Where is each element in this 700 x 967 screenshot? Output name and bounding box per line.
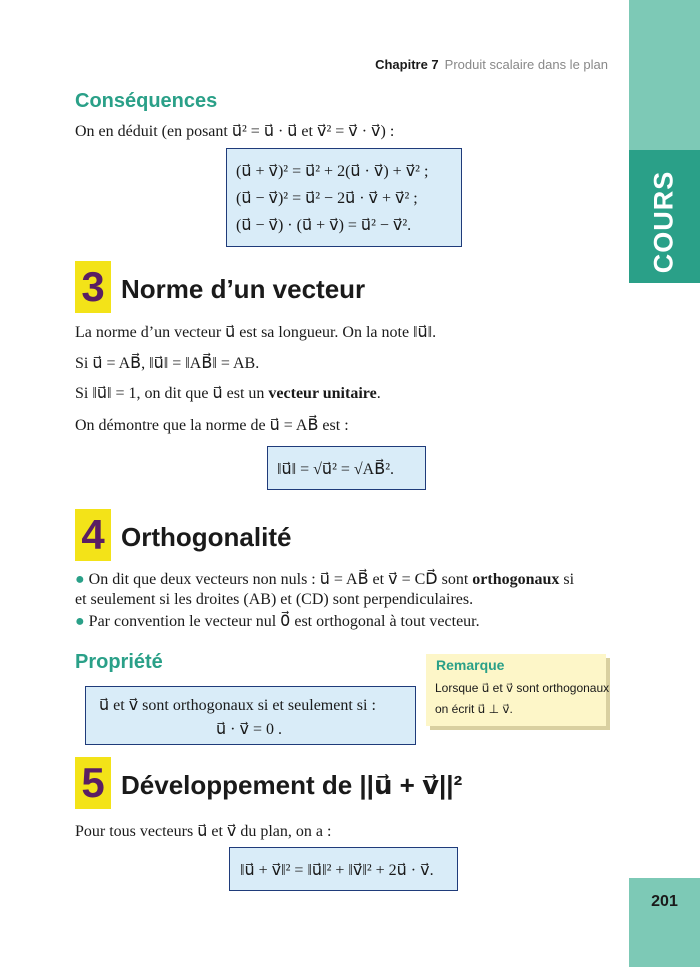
orthogonal-prefix: On dit que deux vecteurs non nuls : u⃗ = AB⃗ et v⃗ = CD⃗ sont (88, 571, 473, 588)
side-strip (629, 283, 700, 967)
bullet-icon: ● (75, 613, 85, 630)
norm-ab: Si u⃗ = AB⃗, ‖u⃗‖ = ‖AB⃗‖ = AB. (75, 355, 260, 372)
unit-vector-prefix: Si ‖u⃗‖ = 1, on dit que u⃗ est un (75, 385, 269, 402)
formula-diff-square: (u⃗ − v⃗)² = u⃗² − 2u⃗ · v⃗ + v⃗² ; (236, 190, 418, 207)
section-5-title: Développement de ||u⃗ + v⃗||² (121, 770, 463, 800)
page-number-tab (629, 878, 700, 967)
chapter-name: Produit scalaire dans le plan (444, 57, 608, 72)
bullet-icon: ● (75, 571, 85, 588)
section-3-number: 3 (81, 263, 105, 310)
norm-formula: ‖u⃗‖ = √u⃗² = √AB⃗². (277, 461, 394, 478)
consequences-intro: On en déduit (en posant u⃗² = u⃗ · u⃗ et v⃗² = v⃗ · v⃗) : (75, 123, 395, 140)
property-heading: Propriété (75, 651, 163, 673)
side-tab-text: COURS (648, 170, 679, 274)
unit-vector-term: vecteur unitaire (268, 385, 377, 402)
development-formula: ‖u⃗ + v⃗‖² = ‖u⃗‖² + ‖v⃗‖² + 2u⃗ · v⃗. (240, 862, 434, 879)
section-3-title: Norme d’un vecteur (121, 274, 366, 304)
norm-formula-box (267, 446, 426, 490)
section-3-number-badge (75, 261, 111, 313)
remark-box (426, 654, 610, 726)
development-intro: Pour tous vecteurs u⃗ et v⃗ du plan, on a : (75, 823, 332, 840)
null-vector-text: Par convention le vecteur nul 0⃗ est orthogonal à tout vecteur. (88, 613, 480, 630)
section-4-number: 4 (81, 511, 105, 558)
formula-sum-square: (u⃗ + v⃗)² = u⃗² + 2(u⃗ · v⃗) + v⃗² ; (236, 163, 429, 180)
null-vector-convention (75, 612, 480, 632)
formula-diff-product: (u⃗ − v⃗) · (u⃗ + v⃗) = u⃗² − v⃗². (236, 217, 412, 234)
chapter-header (375, 57, 608, 72)
orthogonal-definition (75, 570, 574, 590)
section-5-number: 5 (81, 759, 105, 806)
property-line-1: u⃗ et v⃗ sont orthogonaux si et seulement si : (99, 697, 376, 714)
property-line-2: u⃗ · v⃗ = 0 . (216, 721, 282, 738)
orthogonal-suffix: si (559, 571, 575, 588)
section-4-number-badge (75, 509, 111, 561)
property-box (85, 686, 416, 745)
consequences-formula-box (226, 148, 462, 247)
orthogonal-definition-line2: et seulement si les droites (AB) et (CD) sont perpendiculaires. (75, 591, 474, 608)
norm-definition: La norme d’un vecteur u⃗ est sa longueur. On la note ‖u⃗‖. (75, 324, 437, 341)
chapter-number: Chapitre 7 (375, 57, 439, 72)
section-4-title: Orthogonalité (121, 522, 292, 552)
norm-demonstration: On démontre que la norme de u⃗ = AB⃗ est : (75, 417, 349, 434)
side-tab-label (636, 172, 692, 272)
unit-vector-suffix: . (376, 385, 381, 402)
remark-line-1: Lorsque u⃗ et v⃗ sont orthogonaux (435, 681, 610, 695)
unit-vector-line (75, 384, 381, 404)
page-number: 201 (651, 893, 678, 910)
consequences-heading: Conséquences (75, 90, 218, 112)
remark-title: Remarque (436, 657, 505, 673)
orthogonal-term: orthogonaux (472, 571, 560, 588)
section-5-number-badge (75, 757, 111, 809)
remark-line-2: on écrit u⃗ ⊥ v⃗. (435, 702, 513, 716)
development-formula-box (229, 847, 458, 891)
